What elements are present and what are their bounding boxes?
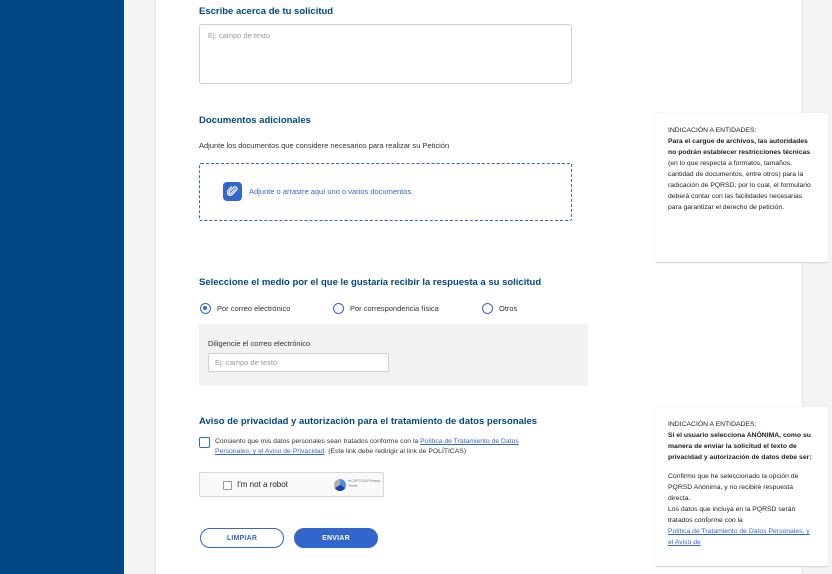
email-placeholder: Ej: campo de texto [215,358,278,367]
radio-physical-label[interactable]: Por correspondencia física [350,304,439,313]
radio-other-indicator[interactable] [482,303,493,314]
note-anon-heading: INDICACIÓN A ENTIDADES: [668,421,757,428]
radio-other[interactable] [482,303,517,314]
radio-email-indicator[interactable] [200,303,211,314]
left-sidebar [0,0,124,574]
consent-suffix: . (Este link debe redirigir al link de POLÍTICAS) [324,448,467,455]
radio-physical[interactable] [333,303,439,314]
send-button[interactable]: ENVIAR [294,528,378,548]
recaptcha-label: I'm not a robot [237,480,288,489]
response-title: Seleccione el medio por el que le gustaría recibir la respuesta a su solicitud [199,277,542,288]
note-upload-bold: Para el cargue de archivos, las autoridades no podrán establecer restricciones técnicas [668,138,811,156]
note-upload-heading: INDICACIÓN A ENTIDADES: [668,127,757,134]
request-textarea[interactable] [199,24,572,84]
recaptcha-checkbox[interactable] [223,481,232,490]
privacy-policy-link[interactable]: Política de Tratamiento de Datos Personales, y el Aviso de Privacidad [215,438,519,455]
email-section [199,324,588,386]
radio-physical-indicator[interactable] [333,303,344,314]
entity-note-anonymous [656,407,828,567]
clear-button[interactable]: LIMPIAR [200,528,284,548]
recaptcha-logo-icon [334,479,346,491]
consent-checkbox[interactable] [199,437,210,448]
privacy-title: Aviso de privacidad y autorización para el tratamiento de datos personales [199,416,538,427]
email-input[interactable] [208,353,389,372]
email-label: Diligencie el correo electrónico [208,339,311,348]
note-anon-bold: Si el usuario selecciona ANÓNIMA, como su manera de enviar la solicitud el texto de privacidad y autorización de datos debe ser: [668,432,812,461]
dropzone-label[interactable]: Adjunte o arrastre aquí uno o varios documentos. [249,187,414,196]
recaptcha-brand: reCAPTCHA Privacy - Terms [348,479,383,488]
recaptcha-widget [199,472,384,497]
note-anon-body2: Los datos que incluya en la PQRSD serán tratados conforme con la [668,506,796,524]
note-anon-policy-link[interactable]: Política de Tratamiento de Datos Personales, y el Aviso de [668,528,810,546]
consent-prefix: Consiento que mis datos personales sean tratados conforme con la [215,438,421,445]
consent-text [215,437,555,457]
radio-email[interactable] [200,303,290,314]
request-title: Escribe acerca de tu solicitud [199,6,334,17]
note-anon-body1: Confirmo que he seleccionado la opción de PQRSD Anónima, y no recibiré respuesta directa. [668,473,799,502]
paperclip-icon[interactable] [223,182,242,201]
request-placeholder: Ej: campo de texto [208,31,271,40]
file-dropzone[interactable] [199,163,572,221]
note-upload-body: (en lo que respecta a formatos, tamaños, cantidad de documentos, entre otros) para la radicación de PQRSD, por lo cual, el formulario deberá contar con las facilidades necesarias para garantizar el derecho de petición. [668,160,811,211]
documents-title: Documentos adicionales [199,115,311,126]
radio-other-label[interactable]: Otros [499,304,518,313]
documents-description: Adjunte los documentos que considere necesarios para realizar su Petición [199,141,450,150]
entity-note-upload [656,113,828,263]
radio-email-label[interactable]: Por correo electrónico [217,304,291,313]
